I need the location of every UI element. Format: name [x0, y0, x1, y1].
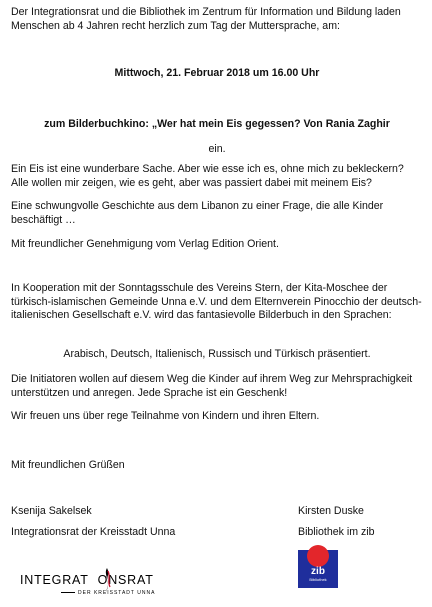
zib-wordmark: zib [311, 566, 325, 577]
logo-text-b: ONSRAT [97, 573, 154, 587]
cooperation-paragraph: In Kooperation mit der Sonntagsschule des Vereins Stern, der Kita-Moschee der türkisch-islamischen Gemeinde Unna e.V. und dem Elternverein Pinocchio der deutsch-italienischen Gesellschaft e.V. wird das fantasievolle Bilderbuch in den Sprachen: [11, 282, 422, 321]
closing-greeting: Mit freundlichen Grüßen [11, 459, 125, 471]
logo-text-a: INTEGRAT [20, 573, 89, 587]
event-ein: ein. [208, 143, 226, 155]
integrationsrat-logo [18, 565, 168, 599]
sender-right-name: Kirsten Duske [298, 505, 364, 517]
publisher-note: Mit freundlicher Genehmigung vom Verlag Edition Orient. [11, 238, 279, 250]
zib-subtext: Bibliothek [309, 577, 327, 582]
event-date: Mittwoch, 21. Februar 2018 um 16.00 Uhr [114, 67, 320, 79]
story-paragraph: Ein Eis ist eine wunderbare Sache. Aber wie esse ich es, ohne mich zu bekleckern? Alle wollen mir zeigen, wie es geht, aber was passiert dabei mit meinem Eis? [11, 163, 404, 189]
red-dot-icon [307, 545, 329, 567]
logo-wordmark [20, 573, 154, 587]
welcome-line: Wir freuen uns über rege Teilnahme von Kindern und ihren Eltern. [11, 410, 320, 422]
story-teaser: Eine schwungvolle Geschichte aus dem Libanon zu einer Frage, die alle Kinder beschäftigt … [11, 200, 384, 226]
sender-left-org: Integrationsrat der Kreisstadt Unna [11, 526, 176, 538]
intro-paragraph: Der Integrationsrat und die Bibliothek im Zentrum für Information und Bildung laden Menschen ab 4 Jahren recht herzlich zum Tag der Muttersprache, am: [11, 6, 401, 32]
zib-logo [298, 545, 338, 585]
event-title: zum Bilderbuchkino: „Wer hat mein Eis gegessen? Von Rania Zaghir [44, 118, 390, 130]
sender-left-name: Ksenija Sakelsek [11, 505, 92, 517]
languages-line: Arabisch, Deutsch, Italienisch, Russisch und Türkisch präsentiert. [63, 348, 371, 360]
logo-subtext: DER KREISSTADT UNNA [61, 590, 155, 596]
sender-right-org: Bibliothek im zib [298, 526, 375, 538]
initiators-paragraph: Die Initiatoren wollen auf diesem Weg die Kinder auf ihrem Weg zur Mehrsprachigkeit unterstützen und anregen. Jede Sprache ist ein Geschenk! [11, 373, 413, 399]
